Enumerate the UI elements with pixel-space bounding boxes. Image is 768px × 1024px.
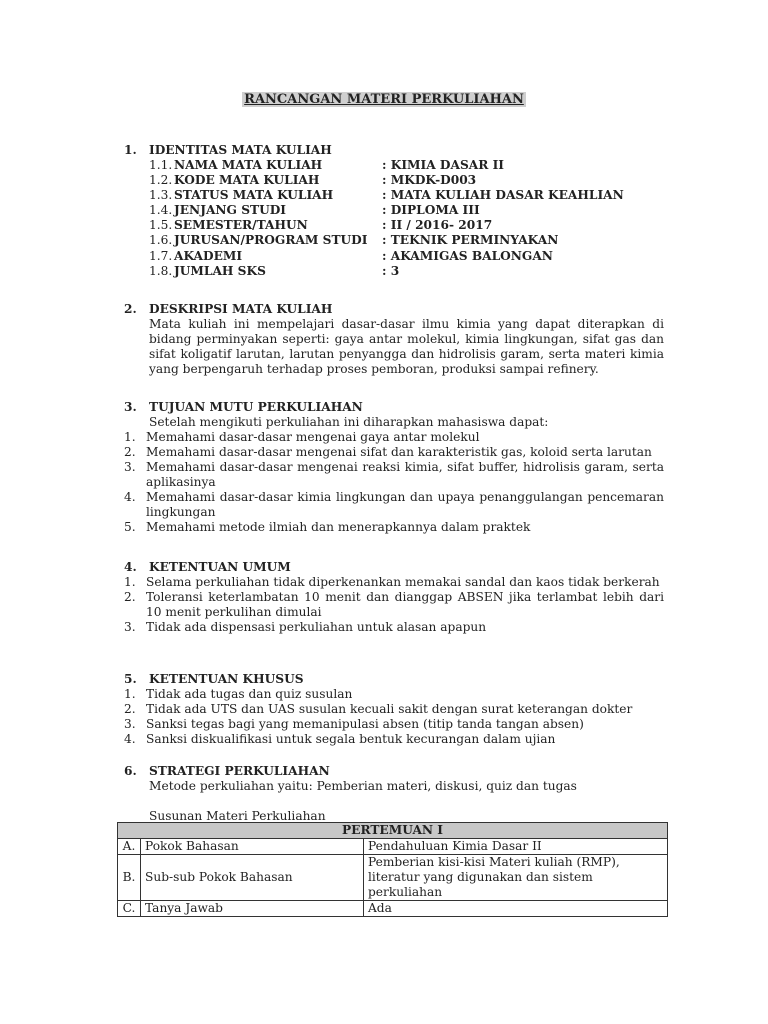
list-item: 4. Memahami dasar-dasar kimia lingkungan dan upaya penanggulangan pencemaran lingkungan — [124, 490, 664, 519]
list-item: 3. Sanksi tegas bagi yang memanipulasi absen (titip tanda tangan absen) — [124, 717, 584, 731]
list-item: 1. Tidak ada tugas dan quiz susulan — [124, 687, 353, 701]
section-heading: 3. TUJUAN MUTU PERKULIAHAN — [124, 400, 363, 414]
table-row: A. Pokok Bahasan Pendahuluan Kimia Dasar II — [118, 839, 668, 855]
document-title: RANCANGAN MATERI PERKULIAHAN — [244, 92, 524, 107]
identity-row: 1.6. JURUSAN/PROGRAM STUDI : TEKNIK PERMINYAKAN — [149, 233, 559, 248]
identity-row: 1.1. NAMA MATA KULIAH : KIMIA DASAR II — [149, 158, 504, 172]
materi-table — [117, 822, 668, 917]
section-heading: 5. KETENTUAN KHUSUS — [124, 672, 304, 686]
section-strategi — [124, 764, 664, 824]
susunan-label: Susunan Materi Perkuliahan — [149, 809, 326, 823]
tujuan-list — [124, 430, 664, 535]
section-deskripsi — [124, 302, 664, 377]
table-row: B. Sub-sub Pokok Bahasan Pemberian kisi-kisi Materi kuliah (RMP), literatur yang digunakan dan sistem perkuliahan — [118, 855, 668, 901]
table-row: C. Tanya Jawab Ada — [118, 901, 668, 917]
description-paragraph: Mata kuliah ini mempelajari dasar-dasar ilmu kimia yang dapat diterapkan di bidang perminyakan seperti: gaya antar molekul, kimia lingkungan, sifat gas dan sifat koligatif larutan, larutan penyangga dan hidrolisis garam, serta materi kimia yang berpengaruh terhadap proses pemboran, produksi sampai refinery. — [149, 317, 664, 376]
ketentuan-umum-list — [124, 575, 664, 635]
list-item: 3. Tidak ada dispensasi perkuliahan untuk alasan apapun — [124, 620, 487, 634]
list-item: 2. Tidak ada UTS dan UAS susulan kecuali sakit dengan surat keterangan dokter — [124, 702, 633, 716]
list-item: 3. Memahami dasar-dasar mengenai reaksi kimia, sifat buffer, hidrolisis garam, serta aplikasinya — [124, 460, 664, 489]
ketentuan-khusus-list — [124, 687, 664, 747]
list-item: 2. Memahami dasar-dasar mengenai sifat dan karakteristik gas, koloid serta larutan — [124, 445, 652, 459]
section-ketentuan-umum — [124, 560, 664, 635]
list-item: 1. Selama perkuliahan tidak diperkenankan memakai sandal dan kaos tidak berkerah — [124, 575, 660, 589]
section-heading: 2. DESKRIPSI MATA KULIAH — [124, 302, 333, 316]
table-header: PERTEMUAN I — [118, 823, 668, 839]
list-item: 1. Memahami dasar-dasar mengenai gaya antar molekul — [124, 430, 480, 444]
list-item: 4. Sanksi diskualifikasi untuk segala bentuk kecurangan dalam ujian — [124, 732, 556, 746]
list-item: 5. Memahami metode ilmiah dan menerapkannya dalam praktek — [124, 520, 531, 534]
identity-row: 1.7. AKADEMI : AKAMIGAS BALONGAN — [149, 248, 553, 263]
section-ketentuan-khusus — [124, 672, 664, 747]
identity-row: 1.5. SEMESTER/TAHUN : II / 2016- 2017 — [149, 218, 493, 233]
identity-row: 1.8. JUMLAH SKS : 3 — [149, 263, 400, 278]
identity-row: 1.3. STATUS MATA KULIAH : MATA KULIAH DASAR KEAHLIAN — [149, 188, 624, 203]
section-tujuan — [124, 400, 664, 535]
section-heading: 4. KETENTUAN UMUM — [124, 560, 291, 574]
section-heading: 1. IDENTITAS MATA KULIAH — [124, 143, 332, 157]
identity-row: 1.2. KODE MATA KULIAH : MKDK-D003 — [149, 173, 477, 188]
identity-row: 1.4. JENJANG STUDI : DIPLOMA III — [149, 203, 480, 218]
identity-rows — [124, 158, 664, 279]
tujuan-intro: Setelah mengikuti perkuliahan ini diharapkan mahasiswa dapat: — [149, 415, 549, 429]
section-identitas — [124, 143, 664, 279]
section-heading: 6. STRATEGI PERKULIAHAN — [124, 764, 330, 778]
list-item: 2. Toleransi keterlambatan 10 menit dan dianggap ABSEN jika terlambat lebih dari 10 menit perkulihan dimulai — [124, 590, 664, 619]
strategi-text: Metode perkuliahan yaitu: Pemberian materi, diskusi, quiz dan tugas — [149, 779, 577, 793]
table-header-row — [118, 823, 668, 839]
